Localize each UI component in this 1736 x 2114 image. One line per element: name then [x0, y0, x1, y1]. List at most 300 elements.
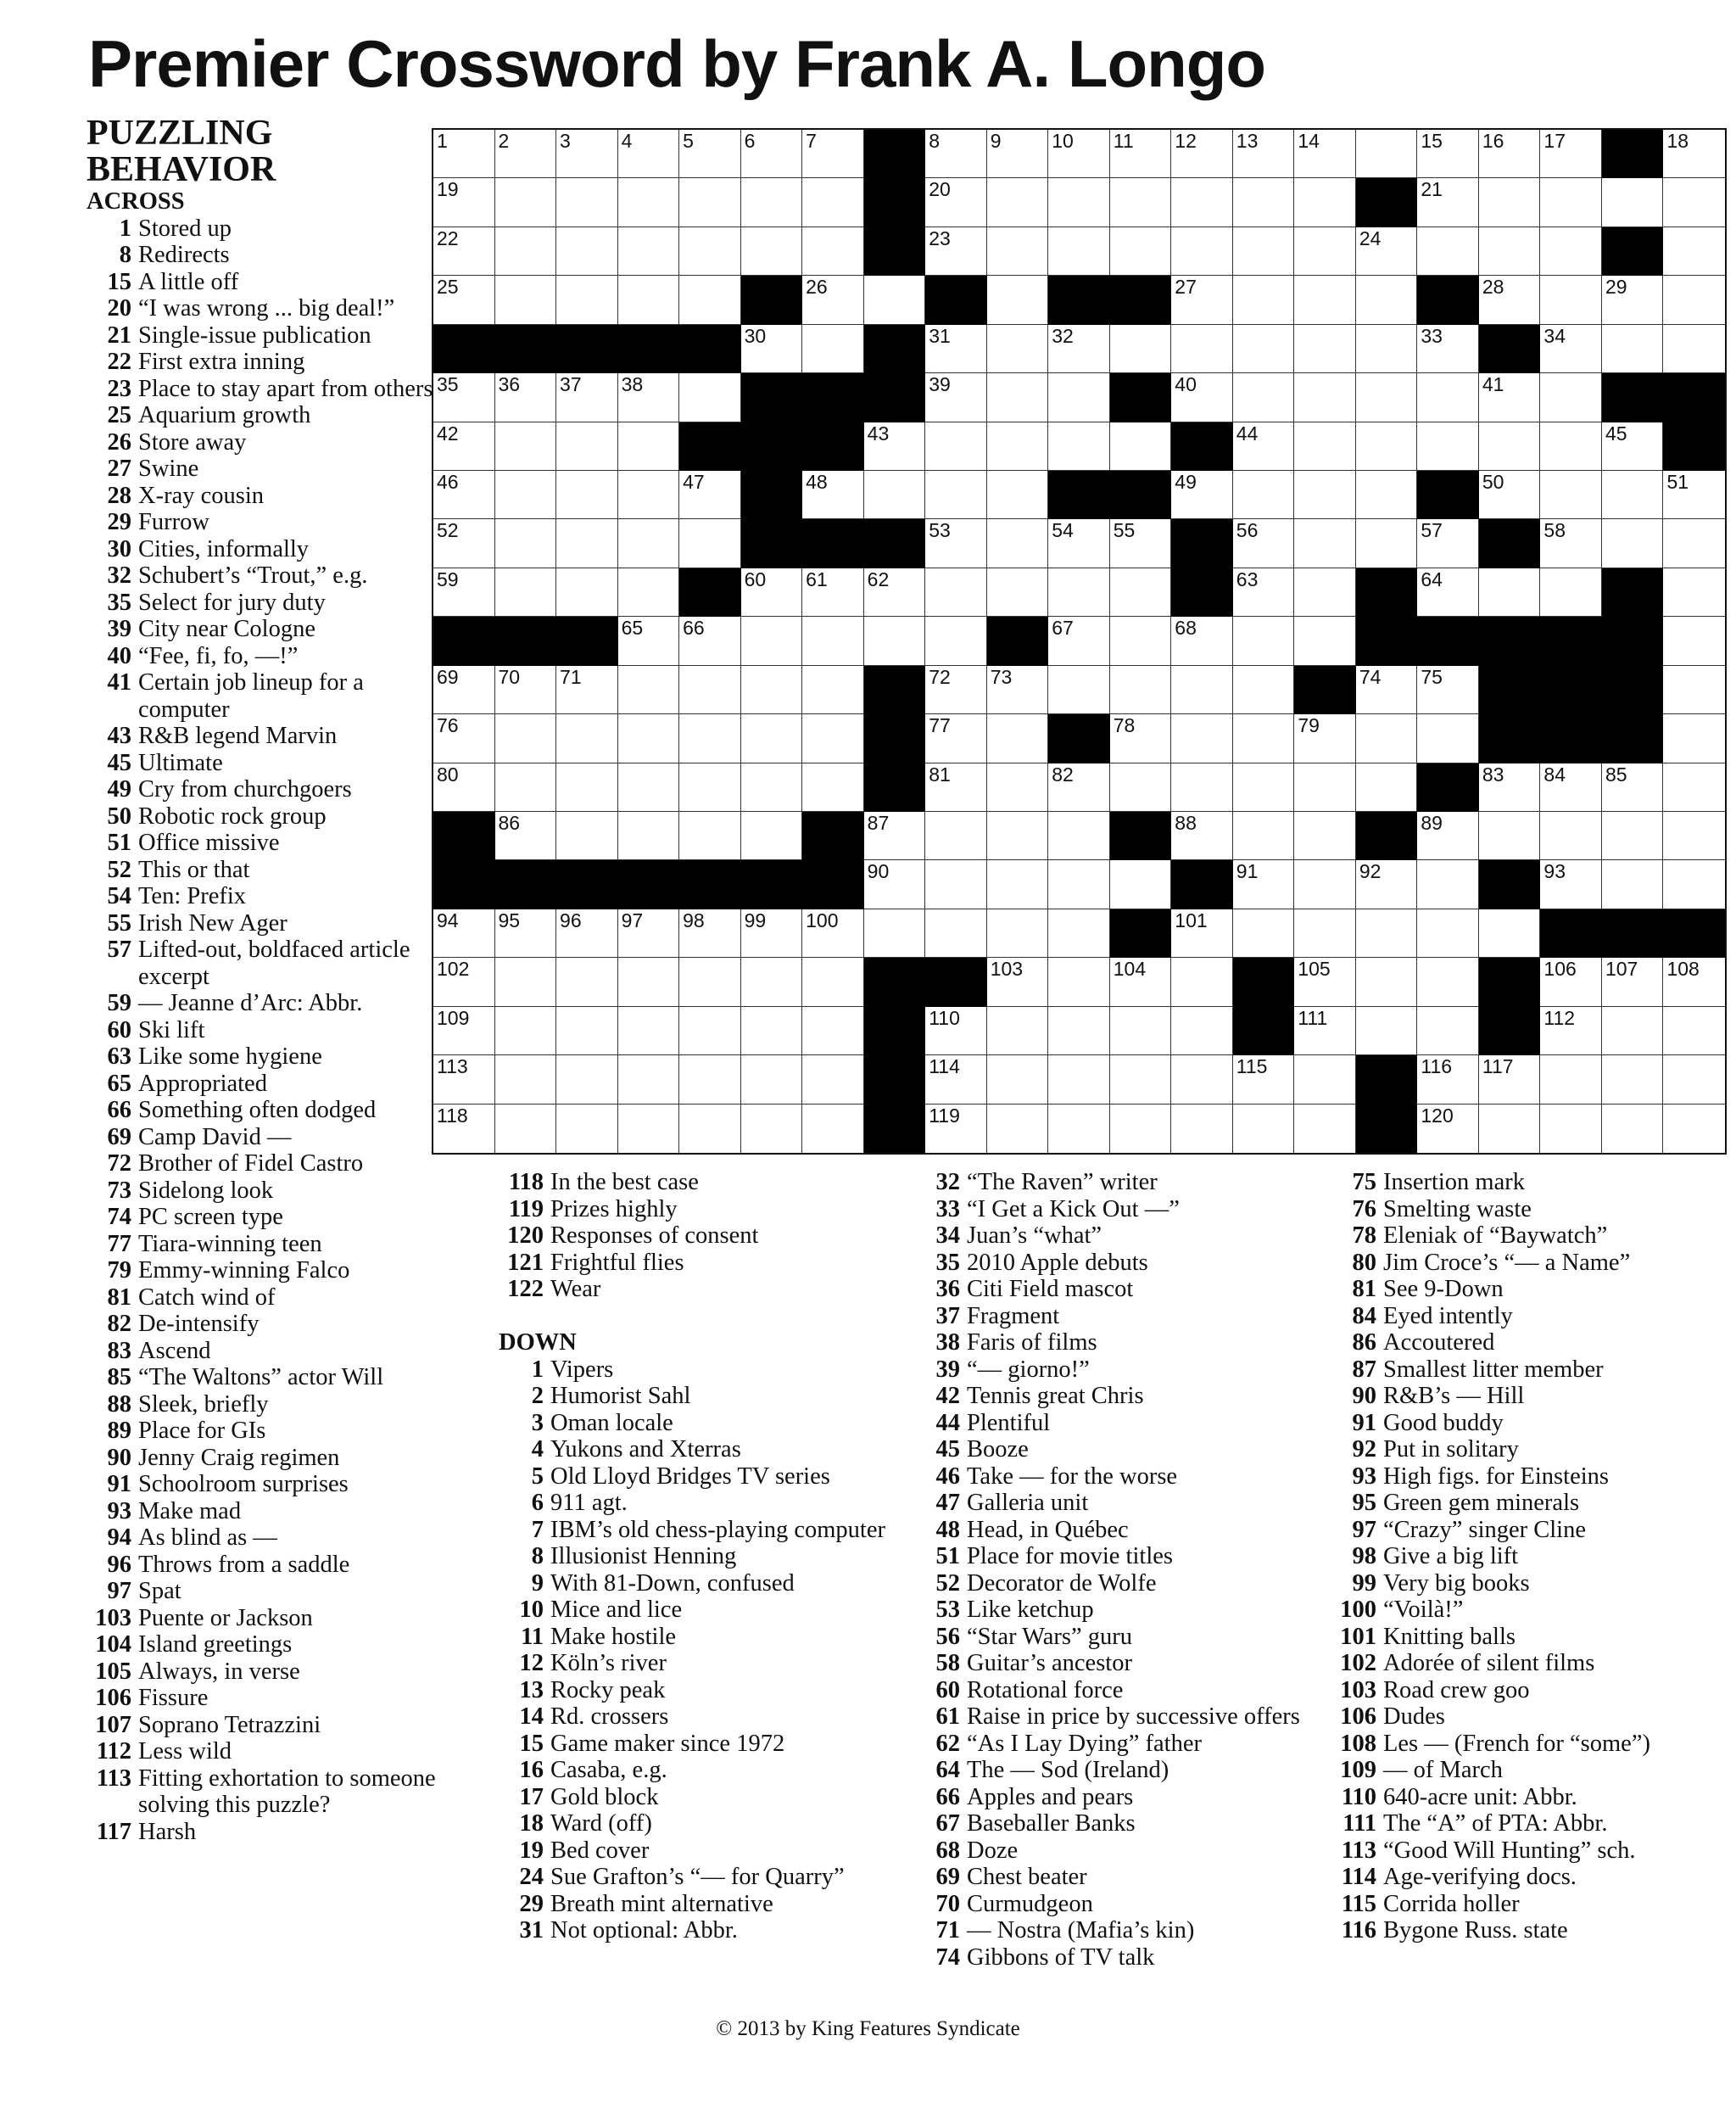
- clue-number: 9: [531, 1569, 544, 1597]
- clue-text: Certain job lineup for a computer: [138, 669, 364, 723]
- clue-text: Eyed intently: [1383, 1302, 1513, 1329]
- grid-cell: [1540, 519, 1602, 568]
- grid-cell: [1233, 763, 1295, 812]
- cell-number: 114: [929, 1055, 960, 1078]
- clue-number: 51: [935, 1543, 960, 1569]
- clue-number: 44: [935, 1409, 960, 1436]
- clue-number: 100: [1340, 1597, 1376, 1623]
- cell-number: 41: [1482, 373, 1504, 396]
- clue: [915, 1410, 1322, 1437]
- grid-cell: [1233, 519, 1295, 568]
- clue-number: 35: [107, 589, 131, 616]
- clue-text: Puente or Jackson: [138, 1604, 313, 1631]
- grid-cell: [1171, 714, 1233, 763]
- clue: [1331, 1570, 1730, 1597]
- cell-number: 118: [437, 1104, 468, 1127]
- clue-number: 13: [519, 1676, 544, 1703]
- grid-cell: [679, 909, 741, 958]
- black-square: [1479, 666, 1541, 714]
- clue-number: 49: [107, 776, 131, 803]
- grid-cell: [1294, 227, 1356, 276]
- clue: [915, 1329, 1322, 1356]
- clue-number: 85: [107, 1364, 131, 1390]
- clue-number: 107: [95, 1711, 131, 1738]
- grid-cell: [433, 373, 495, 422]
- grid-cell: [987, 325, 1049, 373]
- black-square: [679, 325, 741, 373]
- clue: [499, 1222, 914, 1250]
- clue-text: Schubert’s “Trout,” e.g.: [138, 562, 368, 589]
- clue: [915, 1250, 1322, 1277]
- clue: [87, 1150, 443, 1177]
- cell-number: 119: [929, 1104, 960, 1127]
- cell-number: 112: [1543, 1006, 1576, 1029]
- clue: [915, 1303, 1322, 1330]
- clue-text: Fragment: [967, 1302, 1060, 1329]
- grid-cell: [987, 1055, 1049, 1104]
- cell-number: 75: [1421, 665, 1443, 688]
- grid-cell: [1048, 568, 1110, 617]
- clue-number: 52: [935, 1569, 960, 1597]
- cell-number: 10: [1052, 130, 1074, 152]
- clue: [1331, 1517, 1730, 1544]
- grid-cell: [556, 763, 618, 812]
- clue-text: Take — for the worse: [967, 1462, 1178, 1490]
- black-square: [433, 617, 495, 665]
- clue-number: 39: [107, 616, 131, 642]
- clue-number: 45: [935, 1436, 960, 1462]
- clue: [915, 1196, 1322, 1223]
- clue: [87, 242, 443, 269]
- clue-number: 25: [107, 402, 131, 428]
- clue-number: 35: [935, 1249, 960, 1276]
- cell-number: 111: [1298, 1006, 1328, 1029]
- black-square: [925, 958, 987, 1006]
- grid-cell: [1171, 763, 1233, 812]
- clue: [915, 1490, 1322, 1517]
- grid-cell: [802, 763, 864, 812]
- clue-text: — of March: [1383, 1757, 1503, 1783]
- cell-number: 91: [1236, 860, 1259, 883]
- clue: [499, 1650, 914, 1677]
- black-square: [802, 373, 864, 422]
- grid-cell: [864, 812, 926, 860]
- clue-text: 640-acre unit: Abbr.: [1383, 1783, 1577, 1810]
- clue-number: 122: [507, 1276, 544, 1302]
- clue: [87, 857, 443, 884]
- grid-cell: [1171, 666, 1233, 714]
- cell-number: 31: [929, 324, 951, 347]
- grid-cell: [1294, 958, 1356, 1006]
- grid-cell: [802, 909, 864, 958]
- black-square: [864, 227, 926, 276]
- cell-number: 23: [929, 226, 951, 249]
- across-clue-list-continued: [499, 1169, 914, 1303]
- cell-number: 116: [1421, 1055, 1453, 1078]
- grid-cell: [495, 909, 557, 958]
- clue: [915, 1837, 1322, 1865]
- grid-cell: [741, 227, 803, 276]
- clue-number: 97: [1352, 1516, 1376, 1543]
- black-square: [1540, 666, 1602, 714]
- grid-cell: [1602, 519, 1664, 568]
- grid-cell: [987, 763, 1049, 812]
- grid-cell: [987, 666, 1049, 714]
- black-square: [864, 1055, 926, 1104]
- clue-number: 98: [1352, 1543, 1376, 1569]
- cell-number: 65: [621, 617, 644, 640]
- black-square: [618, 860, 680, 909]
- cell-number: 40: [1175, 373, 1197, 396]
- grid-cell: [1356, 325, 1418, 373]
- cell-number: 45: [1605, 422, 1627, 445]
- clue-text: Ski lift: [138, 1016, 205, 1043]
- black-square: [679, 422, 741, 471]
- clue-text: Curmudgeon: [967, 1890, 1093, 1917]
- grid-cell: [495, 471, 557, 519]
- grid-cell: [1233, 130, 1295, 178]
- cell-number: 19: [437, 178, 459, 201]
- grid-cell: [1356, 860, 1418, 909]
- grid-cell: [987, 227, 1049, 276]
- grid-cell: [1294, 617, 1356, 665]
- black-square: [741, 276, 803, 324]
- black-square: [1356, 568, 1418, 617]
- clue: [499, 1917, 914, 1944]
- grid-cell: [741, 909, 803, 958]
- cell-number: 104: [1113, 958, 1147, 981]
- grid-cell: [556, 130, 618, 178]
- grid-cell: [864, 617, 926, 665]
- grid-cell: [1479, 276, 1541, 324]
- grid-cell: [741, 178, 803, 226]
- clue: [87, 215, 443, 243]
- cell-number: 8: [929, 130, 940, 152]
- clue-number: 120: [507, 1222, 544, 1249]
- clue-number: 59: [107, 990, 131, 1016]
- clue: [87, 1498, 443, 1525]
- clue-number: 53: [935, 1597, 960, 1623]
- cell-number: 93: [1543, 860, 1566, 883]
- clue: [1331, 1650, 1730, 1677]
- grid-cell: [802, 617, 864, 665]
- clue-number: 84: [1352, 1302, 1376, 1329]
- clue-text: Place for GIs: [138, 1418, 266, 1444]
- clue-number: 75: [1352, 1169, 1376, 1195]
- grid-cell: [925, 812, 987, 860]
- clue: [915, 1917, 1322, 1944]
- clue-number: 52: [107, 856, 131, 883]
- clue: [87, 669, 443, 723]
- grid-cell: [987, 130, 1049, 178]
- clue-number: 118: [508, 1169, 544, 1195]
- clue: [1331, 1222, 1730, 1250]
- clue-number: 94: [107, 1524, 131, 1551]
- clue-number: 55: [107, 909, 131, 937]
- black-square: [864, 519, 926, 568]
- clue-text: Green gem minerals: [1383, 1490, 1580, 1516]
- cell-number: 27: [1175, 276, 1197, 299]
- clue-text: Smallest litter member: [1383, 1356, 1604, 1383]
- grid-cell: [495, 958, 557, 1006]
- black-square: [1479, 325, 1541, 373]
- grid-cell: [1233, 1055, 1295, 1104]
- cell-number: 80: [437, 763, 459, 786]
- clue: [915, 1597, 1322, 1624]
- grid-cell: [1171, 1055, 1233, 1104]
- clue-text: Plentiful: [967, 1409, 1051, 1436]
- clue-number: 12: [519, 1650, 544, 1676]
- clue-number: 97: [107, 1578, 131, 1604]
- clues-column-3: [915, 1169, 1322, 1971]
- grid-cell: [1417, 373, 1479, 422]
- cell-number: 4: [621, 130, 633, 152]
- clue: [87, 295, 443, 322]
- clue: [915, 1731, 1322, 1758]
- clue-number: 77: [107, 1230, 131, 1257]
- cell-number: 64: [1421, 568, 1443, 590]
- clue-text: Swine: [138, 456, 199, 482]
- grid-cell: [679, 227, 741, 276]
- clue: [87, 1284, 443, 1311]
- clue-text: Catch wind of: [138, 1284, 276, 1311]
- clue-number: 20: [107, 295, 131, 322]
- cell-number: 113: [437, 1055, 468, 1078]
- clue-text: First extra inning: [138, 349, 305, 375]
- cell-number: 1: [437, 130, 448, 152]
- grid-cell: [802, 714, 864, 763]
- clue: [87, 1124, 443, 1151]
- grid-cell: [495, 1055, 557, 1104]
- clue-text: Knitting balls: [1383, 1623, 1516, 1650]
- clue: [915, 1891, 1322, 1918]
- cell-number: 103: [990, 958, 1024, 981]
- clue: [499, 1731, 914, 1758]
- clue-text: Throws from a saddle: [138, 1551, 350, 1578]
- grid-cell: [987, 373, 1049, 422]
- black-square: [433, 812, 495, 860]
- grid-cell: [1233, 666, 1295, 714]
- clue: [499, 1490, 914, 1517]
- clue-text: Rotational force: [967, 1676, 1124, 1703]
- black-square: [741, 471, 803, 519]
- grid-cell: [679, 1055, 741, 1104]
- grid-cell: [1602, 1105, 1664, 1153]
- grid-cell: [618, 763, 680, 812]
- cell-number: 12: [1175, 130, 1197, 152]
- clue-number: 117: [96, 1818, 131, 1845]
- clue-number: 7: [531, 1516, 544, 1543]
- grid-cell: [495, 178, 557, 226]
- clue: [1331, 1810, 1730, 1837]
- clue: [915, 1383, 1322, 1410]
- clue-number: 47: [935, 1490, 960, 1516]
- clue: [499, 1169, 914, 1196]
- black-square: [741, 373, 803, 422]
- clue-number: 74: [935, 1943, 960, 1971]
- grid-cell: [741, 130, 803, 178]
- grid-cell: [1048, 519, 1110, 568]
- clue: [915, 1784, 1322, 1811]
- grid-cell: [987, 1007, 1049, 1055]
- grid-cell: [864, 471, 926, 519]
- clue: [87, 1043, 443, 1071]
- clue-text: Give a big lift: [1383, 1543, 1519, 1569]
- grid-cell: [1110, 519, 1172, 568]
- grid-cell: [1048, 373, 1110, 422]
- black-square: [802, 519, 864, 568]
- grid-cell: [741, 325, 803, 373]
- clue-text: “— giorno!”: [967, 1356, 1090, 1383]
- grid-cell: [618, 519, 680, 568]
- grid-cell: [1417, 958, 1479, 1006]
- clue-number: 3: [531, 1409, 544, 1436]
- clue-number: 104: [95, 1631, 131, 1658]
- grid-cell: [1540, 130, 1602, 178]
- clue-number: 114: [1341, 1864, 1376, 1890]
- grid-cell: [925, 1105, 987, 1153]
- clue-number: 29: [107, 509, 131, 535]
- grid-cell: [987, 909, 1049, 958]
- cell-number: 95: [498, 909, 521, 931]
- grid-cell: [618, 812, 680, 860]
- grid-cell: [1602, 860, 1664, 909]
- clue-text: Cities, informally: [138, 535, 310, 562]
- clue-text: Good buddy: [1383, 1409, 1504, 1436]
- clue: [915, 1169, 1322, 1196]
- clue-number: 5: [531, 1462, 544, 1490]
- clue: [915, 1624, 1322, 1651]
- clue-number: 88: [107, 1390, 131, 1418]
- clue-text: City near Cologne: [138, 616, 315, 642]
- grid-cell: [556, 714, 618, 763]
- grid-cell: [433, 178, 495, 226]
- black-square: [864, 714, 926, 763]
- clue-text: Aquarium growth: [138, 402, 311, 428]
- black-square: [864, 763, 926, 812]
- clue-number: 41: [107, 669, 131, 696]
- black-square: [1048, 276, 1110, 324]
- grid-cell: [1233, 373, 1295, 422]
- clue-number: 71: [935, 1917, 960, 1943]
- black-square: [1233, 1007, 1295, 1055]
- crossword-grid: [432, 128, 1727, 1155]
- grid-cell: [495, 763, 557, 812]
- clue: [87, 776, 443, 803]
- cell-number: 115: [1236, 1055, 1268, 1078]
- grid-cell: [741, 714, 803, 763]
- grid-cell: [1233, 1105, 1295, 1153]
- cell-number: 57: [1421, 519, 1443, 542]
- clue: [499, 1410, 914, 1437]
- grid-cell: [1294, 763, 1356, 812]
- clue-number: 29: [519, 1890, 544, 1917]
- cell-number: 62: [867, 568, 890, 590]
- grid-cell: [1417, 422, 1479, 471]
- grid-cell: [1233, 178, 1295, 226]
- black-square: [864, 1105, 926, 1153]
- grid-cell: [925, 1007, 987, 1055]
- black-square: [1048, 714, 1110, 763]
- clue-text: In the best case: [550, 1169, 699, 1195]
- clue-number: 63: [107, 1043, 131, 1070]
- black-square: [1479, 714, 1541, 763]
- grid-cell: [1479, 373, 1541, 422]
- clue-number: 60: [935, 1676, 960, 1703]
- grid-cell: [495, 812, 557, 860]
- grid-cell: [1048, 325, 1110, 373]
- black-square: [1356, 812, 1418, 860]
- clue: [1331, 1917, 1730, 1944]
- clue: [915, 1222, 1322, 1250]
- cell-number: 24: [1359, 226, 1382, 249]
- grid-cell: [987, 1105, 1049, 1153]
- clue-number: 61: [935, 1703, 960, 1730]
- grid-cell: [1048, 227, 1110, 276]
- black-square: [1233, 958, 1295, 1006]
- grid-cell: [495, 1105, 557, 1153]
- clue: [1331, 1436, 1730, 1463]
- clue-text: Adorée of silent films: [1383, 1650, 1595, 1676]
- grid-cell: [1048, 1007, 1110, 1055]
- grid-cell: [1294, 422, 1356, 471]
- cell-number: 49: [1175, 470, 1197, 493]
- grid-cell: [495, 227, 557, 276]
- grid-cell: [1110, 178, 1172, 226]
- grid-cell: [1294, 714, 1356, 763]
- black-square: [556, 860, 618, 909]
- black-square: [495, 617, 557, 665]
- clue-text: Age-verifying docs.: [1383, 1864, 1577, 1890]
- cell-number: 46: [437, 470, 459, 493]
- clue: [1331, 1703, 1730, 1731]
- grid-cell: [1540, 178, 1602, 226]
- grid-cell: [987, 958, 1049, 1006]
- grid-cell: [1110, 130, 1172, 178]
- clue-text: Furrow: [138, 509, 209, 535]
- grid-cell: [864, 568, 926, 617]
- clue-text: Bygone Russ. state: [1383, 1917, 1568, 1943]
- grid-cell: [1417, 325, 1479, 373]
- clue-number: 38: [935, 1329, 960, 1356]
- grid-cell: [1048, 909, 1110, 958]
- black-square: [864, 958, 926, 1006]
- grid-cell: [1110, 227, 1172, 276]
- clue-text: Ward (off): [550, 1810, 652, 1837]
- black-square: [1479, 958, 1541, 1006]
- clue-text: “Voilà!”: [1383, 1597, 1464, 1623]
- black-square: [1663, 373, 1725, 422]
- clue-number: 68: [935, 1837, 960, 1864]
- clue-number: 92: [1352, 1436, 1376, 1462]
- grid-cell: [1479, 422, 1541, 471]
- clue-text: Eleniak of “Baywatch”: [1383, 1222, 1608, 1249]
- clue: [915, 1463, 1322, 1490]
- clue: [87, 616, 443, 643]
- black-square: [1479, 617, 1541, 665]
- clue-number: 78: [1352, 1222, 1376, 1249]
- cell-number: 94: [437, 909, 459, 931]
- grid-cell: [1294, 519, 1356, 568]
- clue: [1331, 1864, 1730, 1891]
- grid-cell: [925, 860, 987, 909]
- clue: [915, 1570, 1322, 1597]
- clue-number: 28: [107, 482, 131, 509]
- down-clue-list-continued-2: [1331, 1169, 1730, 1944]
- black-square: [1110, 812, 1172, 860]
- cell-number: 105: [1298, 958, 1331, 981]
- grid-cell: [1356, 130, 1418, 178]
